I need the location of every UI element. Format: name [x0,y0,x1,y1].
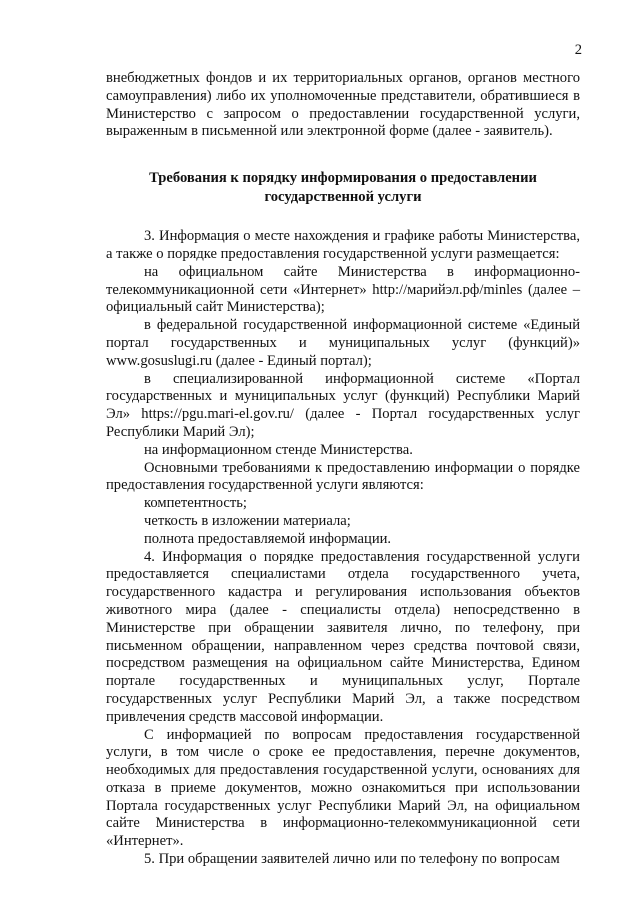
paragraph-unified-portal: в федеральной государственной информационной системе «Единый портал государственных и муниципальных услуг (функций)» www.gosuslugi.ru (далее - Единый портал); [106,317,580,369]
section-heading: Требования к порядку информирования о предоставлении государственной услуги [149,170,537,205]
paragraph-official-site: на официальном сайте Министерства в информационно-телекоммуникационной сети «Интернет» http://марийэл.рф/minles (далее – официальный сайт Министерства); [106,263,580,316]
paragraph-requirements: Основными требованиями к предоставлению информации о порядке предоставления государственной услуги являются: [106,459,580,494]
intro-paragraph: внебюджетных фондов и их территориальных органов, органов местного самоуправления) либо их уполномоченные представители, обратившиеся в Министерство с запросом о предоставлении государственной услуги, выраженным в письменной или электронной форме (далее - заявитель). [106,70,580,140]
requirement-clarity: четкость в изложении материала; [144,512,351,529]
paragraph-regional-portal: в специализированной информационной системе «Портал государственных и муниципальных услуг (функций) Республики Марий Эл» https://pgu.mari-el.gov.ru/ (далее - Портал государственных услуг Республики Марий Эл); [106,370,580,440]
paragraph-item-3: 3. Информация о месте нахождения и графике работы Министерства, а также о порядке предоставления государственной услуги размещается: [106,228,580,262]
requirement-competence: компетентность; [144,495,247,512]
page-number: 2 [574,42,582,58]
paragraph-info-access: С информацией по вопросам предоставления государственной услуги, в том числе о сроке ее предоставления, перечне документов, необходимых для предоставления государственной услуги, основаниях для отказа в приеме документов, можно ознакомиться при использовании Портала государственных услуг Республики Марий Эл, на официальном сайте Министерства в информационно-телекоммуникационной сети «Интернет». [106,726,580,850]
paragraph-item-4: 4. Информация о порядке предоставления государственной услуги предоставляется специалистами отдела государственного учета, государственного кадастра и регулирования использования объектов животного мира (далее - специалисты отдела) непосредственно в Министерстве при обращении заявителя лично, по телефону, при письменном обращении, направленном через средства почтовой связи, посредством размещения на официальном сайте Министерства, Едином портале государственных и муниципальных услуг, Портале государственных услуг Республики Марий Эл, а также посредством привлечения средств массовой информации. [106,548,580,725]
page-body [106,70,580,869]
paragraph-item-5: 5. При обращении заявителей лично или по телефону по вопросам [144,851,560,868]
requirement-completeness: полнота предоставляемой информации. [144,530,392,547]
paragraph-info-stand: на информационном стенде Министерства. [144,441,413,458]
